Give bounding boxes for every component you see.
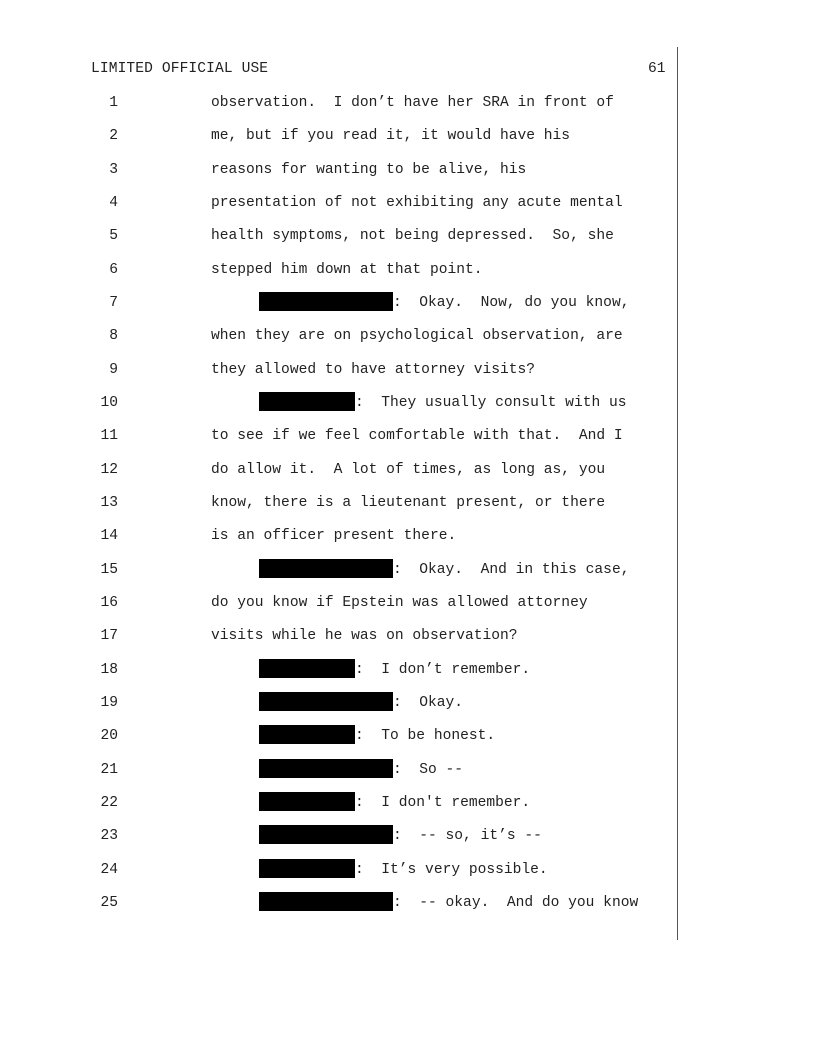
- line-text: do allow it. A lot of times, as long as, you: [211, 462, 606, 478]
- line-number: 17: [100, 628, 118, 644]
- transcript-line: [0, 128, 816, 148]
- redaction-block: [259, 692, 393, 711]
- redaction-block: [259, 292, 393, 311]
- transcript-line: [0, 328, 816, 348]
- redaction-block: [259, 892, 393, 911]
- line-number: 4: [109, 195, 118, 211]
- line-text: health symptoms, not being depressed. So, she: [211, 228, 614, 244]
- line-number: 7: [109, 295, 118, 311]
- page-number: 61: [648, 61, 666, 77]
- line-number: 23: [100, 828, 118, 844]
- transcript-line: [0, 895, 816, 915]
- line-number: 21: [100, 762, 118, 778]
- header-classification: LIMITED OFFICIAL USE: [91, 61, 269, 77]
- redaction-block: [259, 725, 355, 744]
- redaction-block: [259, 392, 355, 411]
- line-number: 18: [100, 662, 118, 678]
- line-number: 13: [100, 495, 118, 511]
- transcript-line: [0, 295, 816, 315]
- transcript-line: [0, 395, 816, 415]
- transcript-line: [0, 262, 816, 282]
- line-text: presentation of not exhibiting any acute mental: [211, 195, 623, 211]
- line-text: stepped him down at that point.: [211, 262, 483, 278]
- line-number: 2: [109, 128, 118, 144]
- transcript-line: [0, 462, 816, 482]
- line-text: know, there is a lieutenant present, or there: [211, 495, 606, 511]
- line-text: me, but if you read it, it would have his: [211, 128, 571, 144]
- line-number: 24: [100, 862, 118, 878]
- transcript-line: [0, 562, 816, 582]
- transcript-line: [0, 428, 816, 448]
- line-number: 8: [109, 328, 118, 344]
- transcript-line: [0, 195, 816, 215]
- line-text: is an officer present there.: [211, 528, 457, 544]
- speaker-text: : Okay. And in this case,: [393, 562, 630, 578]
- line-number: 14: [100, 528, 118, 544]
- line-number: 12: [100, 462, 118, 478]
- line-number: 1: [109, 95, 118, 111]
- speaker-text: : Okay.: [393, 695, 464, 711]
- speaker-text: : It’s very possible.: [355, 862, 548, 878]
- line-number: 19: [100, 695, 118, 711]
- line-text: do you know if Epstein was allowed attorney: [211, 595, 588, 611]
- line-text: to see if we feel comfortable with that. And I: [211, 428, 623, 444]
- transcript-line: [0, 495, 816, 515]
- transcript-line: [0, 362, 816, 382]
- speaker-text: : I don’t remember.: [355, 662, 531, 678]
- line-text: visits while he was on observation?: [211, 628, 518, 644]
- redaction-block: [259, 759, 393, 778]
- line-text: they allowed to have attorney visits?: [211, 362, 536, 378]
- line-number: 15: [100, 562, 118, 578]
- speaker-text: : I don't remember.: [355, 795, 531, 811]
- transcript-line: [0, 228, 816, 248]
- line-number: 25: [100, 895, 118, 911]
- transcript-line: [0, 695, 816, 715]
- line-number: 22: [100, 795, 118, 811]
- redaction-block: [259, 825, 393, 844]
- transcript-line: [0, 95, 816, 115]
- speaker-text: : -- so, it’s --: [393, 828, 542, 844]
- line-number: 11: [100, 428, 118, 444]
- redaction-block: [259, 559, 393, 578]
- redaction-block: [259, 792, 355, 811]
- speaker-text: : They usually consult with us: [355, 395, 627, 411]
- line-text: observation. I don’t have her SRA in front of: [211, 95, 614, 111]
- transcript-line: [0, 595, 816, 615]
- line-number: 20: [100, 728, 118, 744]
- line-text: when they are on psychological observation, are: [211, 328, 623, 344]
- transcript-line: [0, 728, 816, 748]
- transcript-line: [0, 828, 816, 848]
- transcript-line: [0, 862, 816, 882]
- line-number: 16: [100, 595, 118, 611]
- line-number: 5: [109, 228, 118, 244]
- line-number: 10: [100, 395, 118, 411]
- speaker-text: : To be honest.: [355, 728, 496, 744]
- line-text: reasons for wanting to be alive, his: [211, 162, 527, 178]
- transcript-line: [0, 762, 816, 782]
- transcript-line: [0, 162, 816, 182]
- transcript-line: [0, 528, 816, 548]
- line-number: 3: [109, 162, 118, 178]
- speaker-text: : Okay. Now, do you know,: [393, 295, 630, 311]
- speaker-text: : -- okay. And do you know: [393, 895, 639, 911]
- redaction-block: [259, 659, 355, 678]
- transcript-line: [0, 795, 816, 815]
- transcript-line: [0, 662, 816, 682]
- speaker-text: : So --: [393, 762, 464, 778]
- line-number: 6: [109, 262, 118, 278]
- transcript-line: [0, 628, 816, 648]
- redaction-block: [259, 859, 355, 878]
- line-number: 9: [109, 362, 118, 378]
